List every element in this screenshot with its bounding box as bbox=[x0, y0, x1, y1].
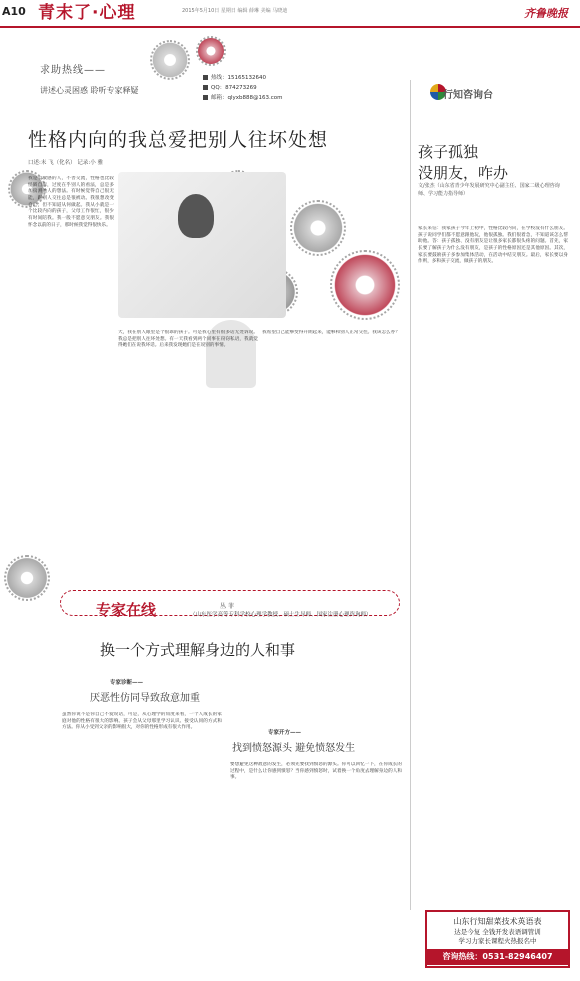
prescription-label: 专家开方—— bbox=[268, 730, 302, 736]
woman-hair bbox=[178, 194, 214, 238]
qq-icon bbox=[203, 85, 208, 90]
expert-article-title: 换一个方式理解身边的人和事 bbox=[100, 641, 296, 659]
article-column-1: 我是个敏感的人，不善交流，性格也比较怪僻自卑，过度在乎别人的看法，总是多加揣测他人的想法。有时候觉得自己很无能，跟别人交往总是很被动。我很想改变自己，但不知道从何做起。我从小就是一个比较内向的孩子，父母工作很忙，很少有时间陪我。我一般不愿意交朋友。我很怀念以前的日子，那时候我觉得很快乐。 bbox=[28, 176, 114, 228]
column-divider bbox=[410, 80, 411, 910]
page-header bbox=[0, 0, 580, 28]
flower-decoration bbox=[290, 200, 346, 256]
sidebar-title: 孩子孤独 没朋友，咋办 bbox=[418, 143, 509, 182]
newspaper-logo: 齐鲁晚报 bbox=[524, 7, 568, 20]
issue-meta: 2015年5月10日 星期日 编辑 薛琳 美编 马晓迪 bbox=[182, 8, 288, 14]
sidebar-body: 家长来信：我家孩子今年上初中，性格比较内向，在学校没有什么朋友。孩子说同学们都不愿意跟他玩，他很孤独。我们很着急，不知道该怎么帮助他。答：孩子孤独、没有朋友是让很多家长都很头疼的问题。首先，家长要了解孩子为什么没有朋友，是孩子的性格原因还是其他原因。其次，家长要鼓励孩子多参加集体活动，在活动中结交朋友。最后，家长要以身作则，多和孩子交流，做孩子的朋友。 bbox=[418, 226, 568, 265]
article-column-2: 大，我在别人眼里是个很乖的孩子。可是我心里有很多话无处诉说。我总是把别人往坏处想。有一天我看到两个同事在窃窃私语，我就觉得她们在说我坏话。后来我发现她们是在说别的事情。 bbox=[118, 330, 258, 349]
qq-line: QQ：874273269 bbox=[203, 84, 283, 94]
advert-line-2: 达是今复 全钱开发表语调管训 bbox=[454, 927, 541, 936]
diagnosis-label: 专家诊断—— bbox=[110, 680, 144, 686]
expert-credential: （山东医学高等专科学校心理学教授、硕士生导师、国家注册心理咨询师） bbox=[190, 612, 372, 618]
sidebar-heading: 行知咨询台 bbox=[443, 90, 493, 101]
advert-line-3: 学习力家长课程火热报名中 bbox=[458, 937, 537, 946]
hotline-banner bbox=[40, 64, 192, 100]
hotline-subtitle: 讲述心灵困惑 聆听专家释疑 bbox=[40, 85, 139, 95]
hotline-title: 求助热线—— bbox=[40, 65, 106, 76]
article-byline: 口述:末 飞（化名） 记录:小 雅 bbox=[28, 160, 103, 166]
prescription-text: 要想避免这种敌意的发生，必须先要找到愤怒的源头。你可以回忆一下，在你成长的过程中，是什么让你感到愤怒？当你感到愤怒时，试着换一个角度去理解身边的人和事。 bbox=[230, 762, 402, 781]
phone-line: 热线：15165132640 bbox=[203, 74, 283, 84]
contact-info bbox=[203, 74, 283, 104]
expert-name: 丛 菲 bbox=[220, 603, 234, 610]
email-icon bbox=[203, 95, 208, 100]
advert-phone: 咨询热线：0531-82946407 bbox=[427, 949, 568, 965]
diagnosis-head: 厌恶性仿同导致敌意加重 bbox=[90, 693, 200, 704]
article-column-3: 我希望自己能够变得开朗起来，能够和别人正常交往。我该怎么办？ bbox=[262, 330, 400, 335]
section-title: 青末了·心理 bbox=[38, 3, 136, 23]
phone-icon bbox=[203, 75, 208, 80]
flower-decoration bbox=[330, 250, 400, 320]
flower-decoration bbox=[196, 36, 226, 66]
illustration-photo bbox=[118, 172, 286, 318]
page-number: A10 bbox=[2, 5, 26, 18]
advert-box bbox=[425, 910, 570, 968]
sidebar-author: 文/张杰（山东省青少年发展研究中心副主任、国家二级心理咨询师、学习能力指导师） bbox=[418, 183, 560, 197]
diagnosis-text: 虽然你说不是你自己不爱说话，可是，从心理学的角度来看，一个人成长的家庭对他的性格有很大的影响。孩子会从父母那里学习认识、接受认同的方式和方法。你从小受到父亲的影响很大，对你的性格形成有很大作用。 bbox=[62, 712, 222, 731]
article-title: 性格内向的我总爱把别人往坏处想 bbox=[28, 129, 329, 151]
advert-line-1: 山东行知甜菜技术英语表 bbox=[453, 917, 542, 926]
expert-label: 专家在线 bbox=[96, 601, 157, 619]
email-line: 邮箱：qlyxb888@163.com bbox=[203, 94, 283, 104]
prescription-head: 找到愤怒源头 避免愤怒发生 bbox=[232, 743, 356, 754]
